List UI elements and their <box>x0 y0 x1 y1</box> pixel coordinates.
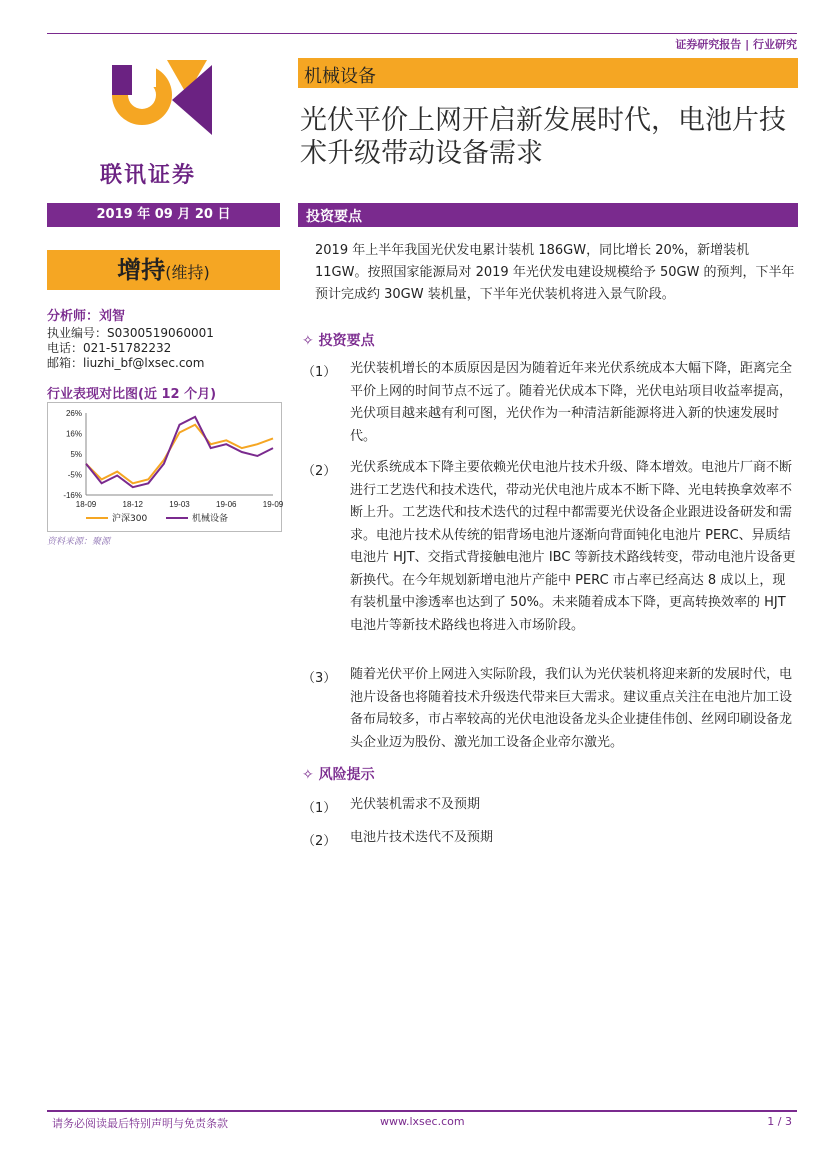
series-line-0 <box>86 425 273 484</box>
point-text: 随着光伏平价上网进入实际阶段，我们认为光伏装机将迎来新的发展时代，电池片设备也将随着技术升级迭代带来巨大需求。建议重点关注在电池片加工设备布局较多，市占率较高的光伏电池设备龙头企业捷佳伟创、丝网印刷设备龙头企业迈为股份、激光加工设备企业帝尔激光。 <box>350 667 793 750</box>
x-tick-label: 18-09 <box>75 500 97 509</box>
sector-label: 机械设备 <box>304 66 376 87</box>
chart-source: 资料来源：聚源 <box>47 537 111 547</box>
report-type-label: 证券研究报告 | 行业研究 <box>675 38 797 51</box>
analyst-license: 执业编号：S0300519060001 <box>47 326 214 340</box>
risk-text: 电池片技术迭代不及预期 <box>350 830 494 845</box>
performance-chart <box>47 402 282 532</box>
footer-disclaimer: 请务必阅读最后特别声明与免责条款 <box>52 1117 228 1130</box>
report-title: 光伏平价上网开启新发展时代，电池片技术升级带动设备需求 <box>300 105 786 169</box>
point-text: 光伏系统成本下降主要依赖光伏电池片技术升级、降本增效。电池片厂商不断进行工艺迭代和技术迭代，带动光伏电池片成本不断下降、光电转换拿效率不断上升。工艺迭代和技术迭代的过程中都需要光伏设备企业跟进设备研发和需求。电池片技术从传统的铝背场电池片逐渐向背面钝化电池片 PERC、异质结电池片 HJT、交指式背接触电池片 IBC 等新技术路线转变，带动电池片设备更新换代。在今年规划新增电池片产能中 PERC 市占率已经高达 8 成以上，现有装机量中渗透率也达到了 50%。未来随着成本下降，更高转换效率的 HJT 电池片等新技术路线也将进入市场阶段。 <box>350 460 796 633</box>
invest-points-label: 投资要点 <box>306 209 362 225</box>
y-tick-label: -5% <box>67 470 82 480</box>
y-tick-label: 26% <box>65 409 82 418</box>
point-number: （2） <box>302 464 337 479</box>
rating-main: 增持 <box>117 256 166 284</box>
point-text: 光伏装机增长的本质原因是因为随着近年来光伏系统成本大幅下降，距离完全平价上网的时间节点不远了。随着光伏成本下降，光伏电站项目收益率提高，光伏项目越来越有利可图，光伏作为一种清洁新能源将进入新的快速发展时代。 <box>350 361 793 444</box>
x-tick-label: 18-12 <box>122 500 143 509</box>
logo-text: 联讯证券 <box>100 162 197 188</box>
analyst-phone: 电话：021-51782232 <box>47 341 172 355</box>
chart-title: 行业表现对比图(近 12 个月) <box>47 387 217 402</box>
analyst-email: 邮箱：liuzhi_bf@lxsec.com <box>47 356 205 370</box>
point-number: （3） <box>302 671 337 686</box>
points-heading: ✧ 投资要点 <box>302 333 375 349</box>
invest-points-banner <box>298 203 798 227</box>
footer-website-link[interactable]: www.lxsec.com <box>380 1115 465 1128</box>
report-date: 2019 年 09 月 20 日 <box>47 203 280 227</box>
legend-label: 机械设备 <box>192 514 229 524</box>
rating-sub: (维持) <box>165 263 210 282</box>
chart-svg <box>48 403 284 531</box>
x-tick-label: 19-06 <box>216 500 237 509</box>
x-tick-label: 19-09 <box>262 500 284 509</box>
risk-text: 光伏装机需求不及预期 <box>350 797 481 812</box>
legend-label: 沪深300 <box>112 514 148 524</box>
y-tick-label: -16% <box>63 491 82 500</box>
page-number: 1 / 3 <box>767 1115 792 1128</box>
intro-paragraph: 2019 年上半年我国光伏发电累计装机 186GW，同比增长 20%，新增装机 11GW。按照国家能源局对 2019 年光伏发电建设规模给予 50GW 的预判，下半年预计完成约 30GW 装机量，下半年光伏装机将进入景气阶段。 <box>315 243 795 302</box>
rating-badge <box>47 250 280 290</box>
risk-heading: ✧ 风险提示 <box>302 767 375 783</box>
footer-rule <box>47 1110 797 1112</box>
series-line-1 <box>86 417 273 487</box>
risk-number: （2） <box>302 834 337 849</box>
point-number: （1） <box>302 365 337 380</box>
header-rule <box>47 33 797 34</box>
y-tick-label: 5% <box>70 450 82 459</box>
x-tick-label: 19-03 <box>169 500 190 509</box>
analyst-name: 分析师：刘智 <box>47 309 126 324</box>
y-tick-label: 16% <box>65 429 82 439</box>
sector-banner <box>298 58 798 88</box>
risk-number: （1） <box>302 801 337 816</box>
